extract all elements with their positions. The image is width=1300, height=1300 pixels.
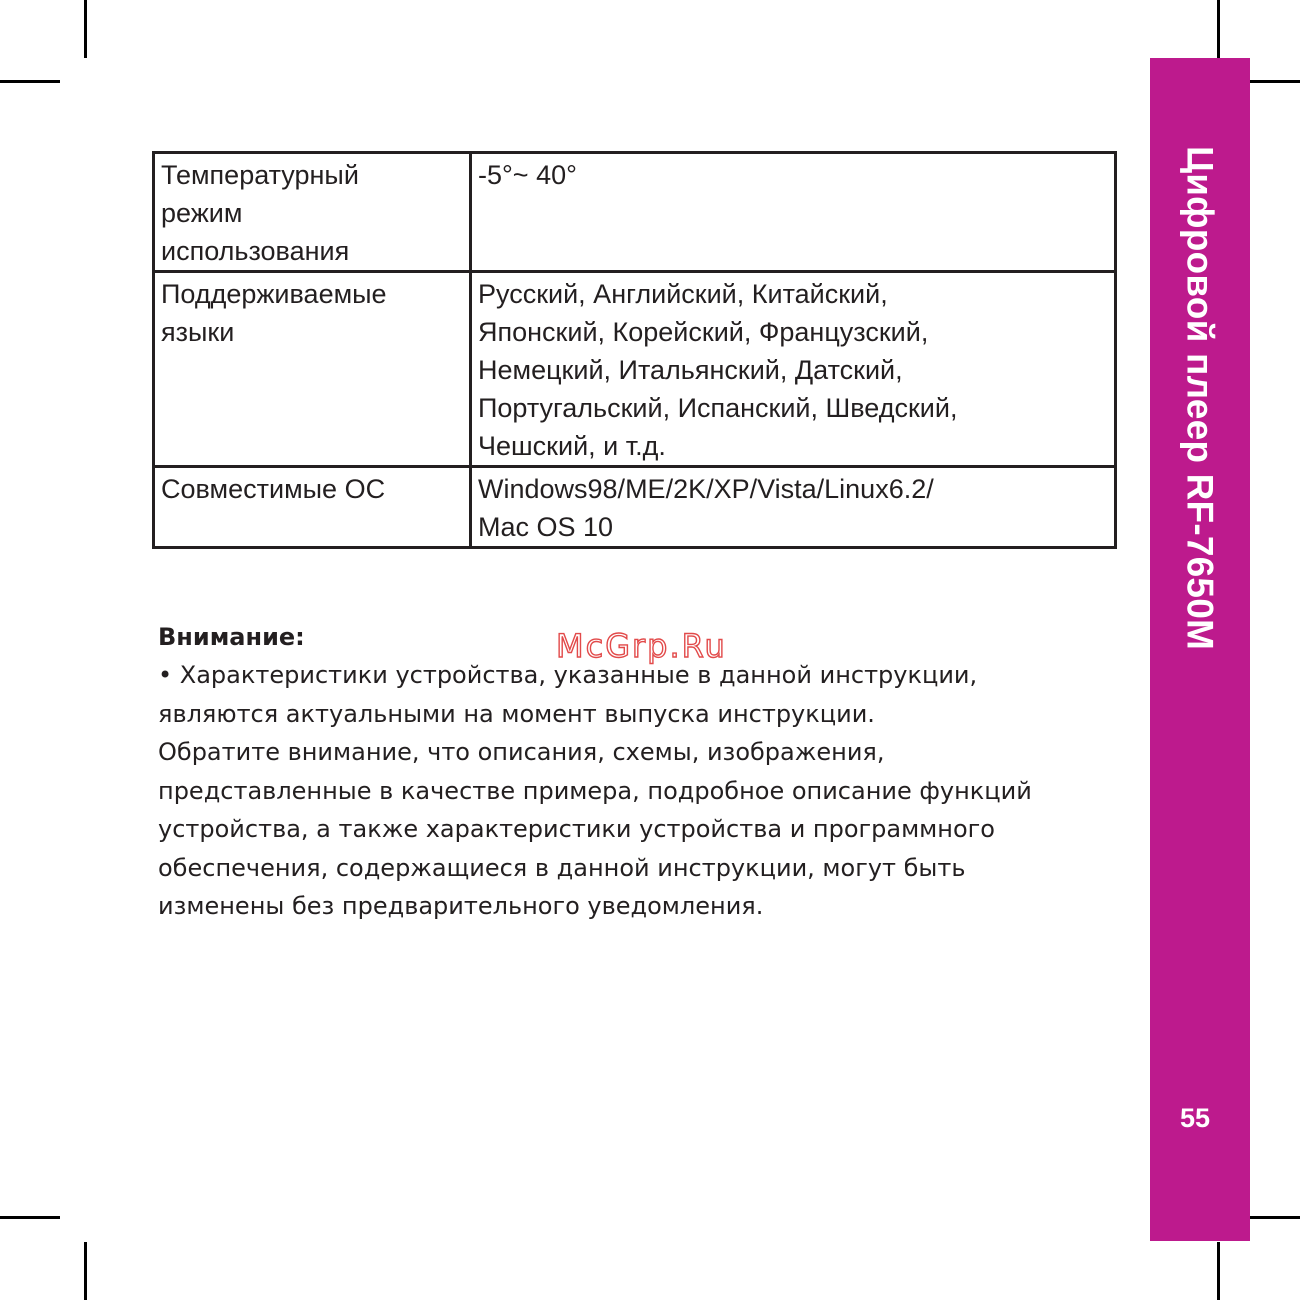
notice-line: устройства, а также характеристики устройства и программного xyxy=(158,815,995,843)
side-title: Цифровой плеер RF-7650M xyxy=(1179,146,1221,651)
notice-line: изменены без предварительного уведомления. xyxy=(158,892,764,920)
spec-label: использования xyxy=(161,236,350,266)
notice-line: • Характеристики устройства, указанные в данной инструкции, xyxy=(158,661,978,689)
spec-value: Чешский, и т.д. xyxy=(478,431,666,461)
spec-value-cell xyxy=(471,272,1116,467)
spec-label: языки xyxy=(161,317,235,347)
crop-mark xyxy=(84,1242,87,1300)
notice-title: Внимание: xyxy=(158,623,305,651)
crop-mark xyxy=(0,80,60,83)
spec-label: Совместимые ОС xyxy=(161,474,386,504)
crop-mark xyxy=(84,0,87,58)
page-number: 55 xyxy=(1179,1103,1210,1133)
notice-line: Обратите внимание, что описания, схемы, изображения, xyxy=(158,738,885,766)
spec-label: Поддерживаемые xyxy=(161,279,387,309)
spec-label-cell xyxy=(154,272,471,467)
spec-value: -5°~ 40° xyxy=(478,160,577,190)
spec-value: Немецкий, Итальянский, Датский, xyxy=(478,355,903,385)
spec-value: Японский, Корейский, Французский, xyxy=(478,317,929,347)
table-row xyxy=(154,467,1116,548)
spec-value: Португальский, Испанский, Шведский, xyxy=(478,393,958,423)
notice-line: обеспечения, содержащиеся в данной инструкции, могут быть xyxy=(158,853,966,882)
spec-value-cell xyxy=(471,467,1116,548)
crop-mark xyxy=(1217,0,1220,58)
spec-value-cell xyxy=(471,153,1116,272)
spec-value: Mac OS 10 xyxy=(478,512,614,542)
notice-line: представленные в качестве примера, подробное описание функций xyxy=(158,776,1032,805)
spec-value: Windows98/ME/2K/XP/Vista/Linux6.2/ xyxy=(478,474,934,504)
watermark: McGrp.Ru xyxy=(556,627,727,665)
specs-table xyxy=(152,151,1117,549)
notice-line: являются актуальными на момент выпуска инструкции. xyxy=(158,699,875,728)
spec-value: Русский, Английский, Китайский, xyxy=(478,279,888,309)
table-row xyxy=(154,272,1116,467)
spec-label-cell xyxy=(154,467,471,548)
table-row xyxy=(154,153,1116,272)
spec-label: Температурный xyxy=(161,160,359,190)
spec-label-cell xyxy=(154,153,471,272)
crop-mark xyxy=(0,1216,60,1219)
side-title-wrap xyxy=(1150,146,1250,706)
spec-label: режим xyxy=(161,198,243,228)
crop-mark xyxy=(1217,1242,1220,1300)
